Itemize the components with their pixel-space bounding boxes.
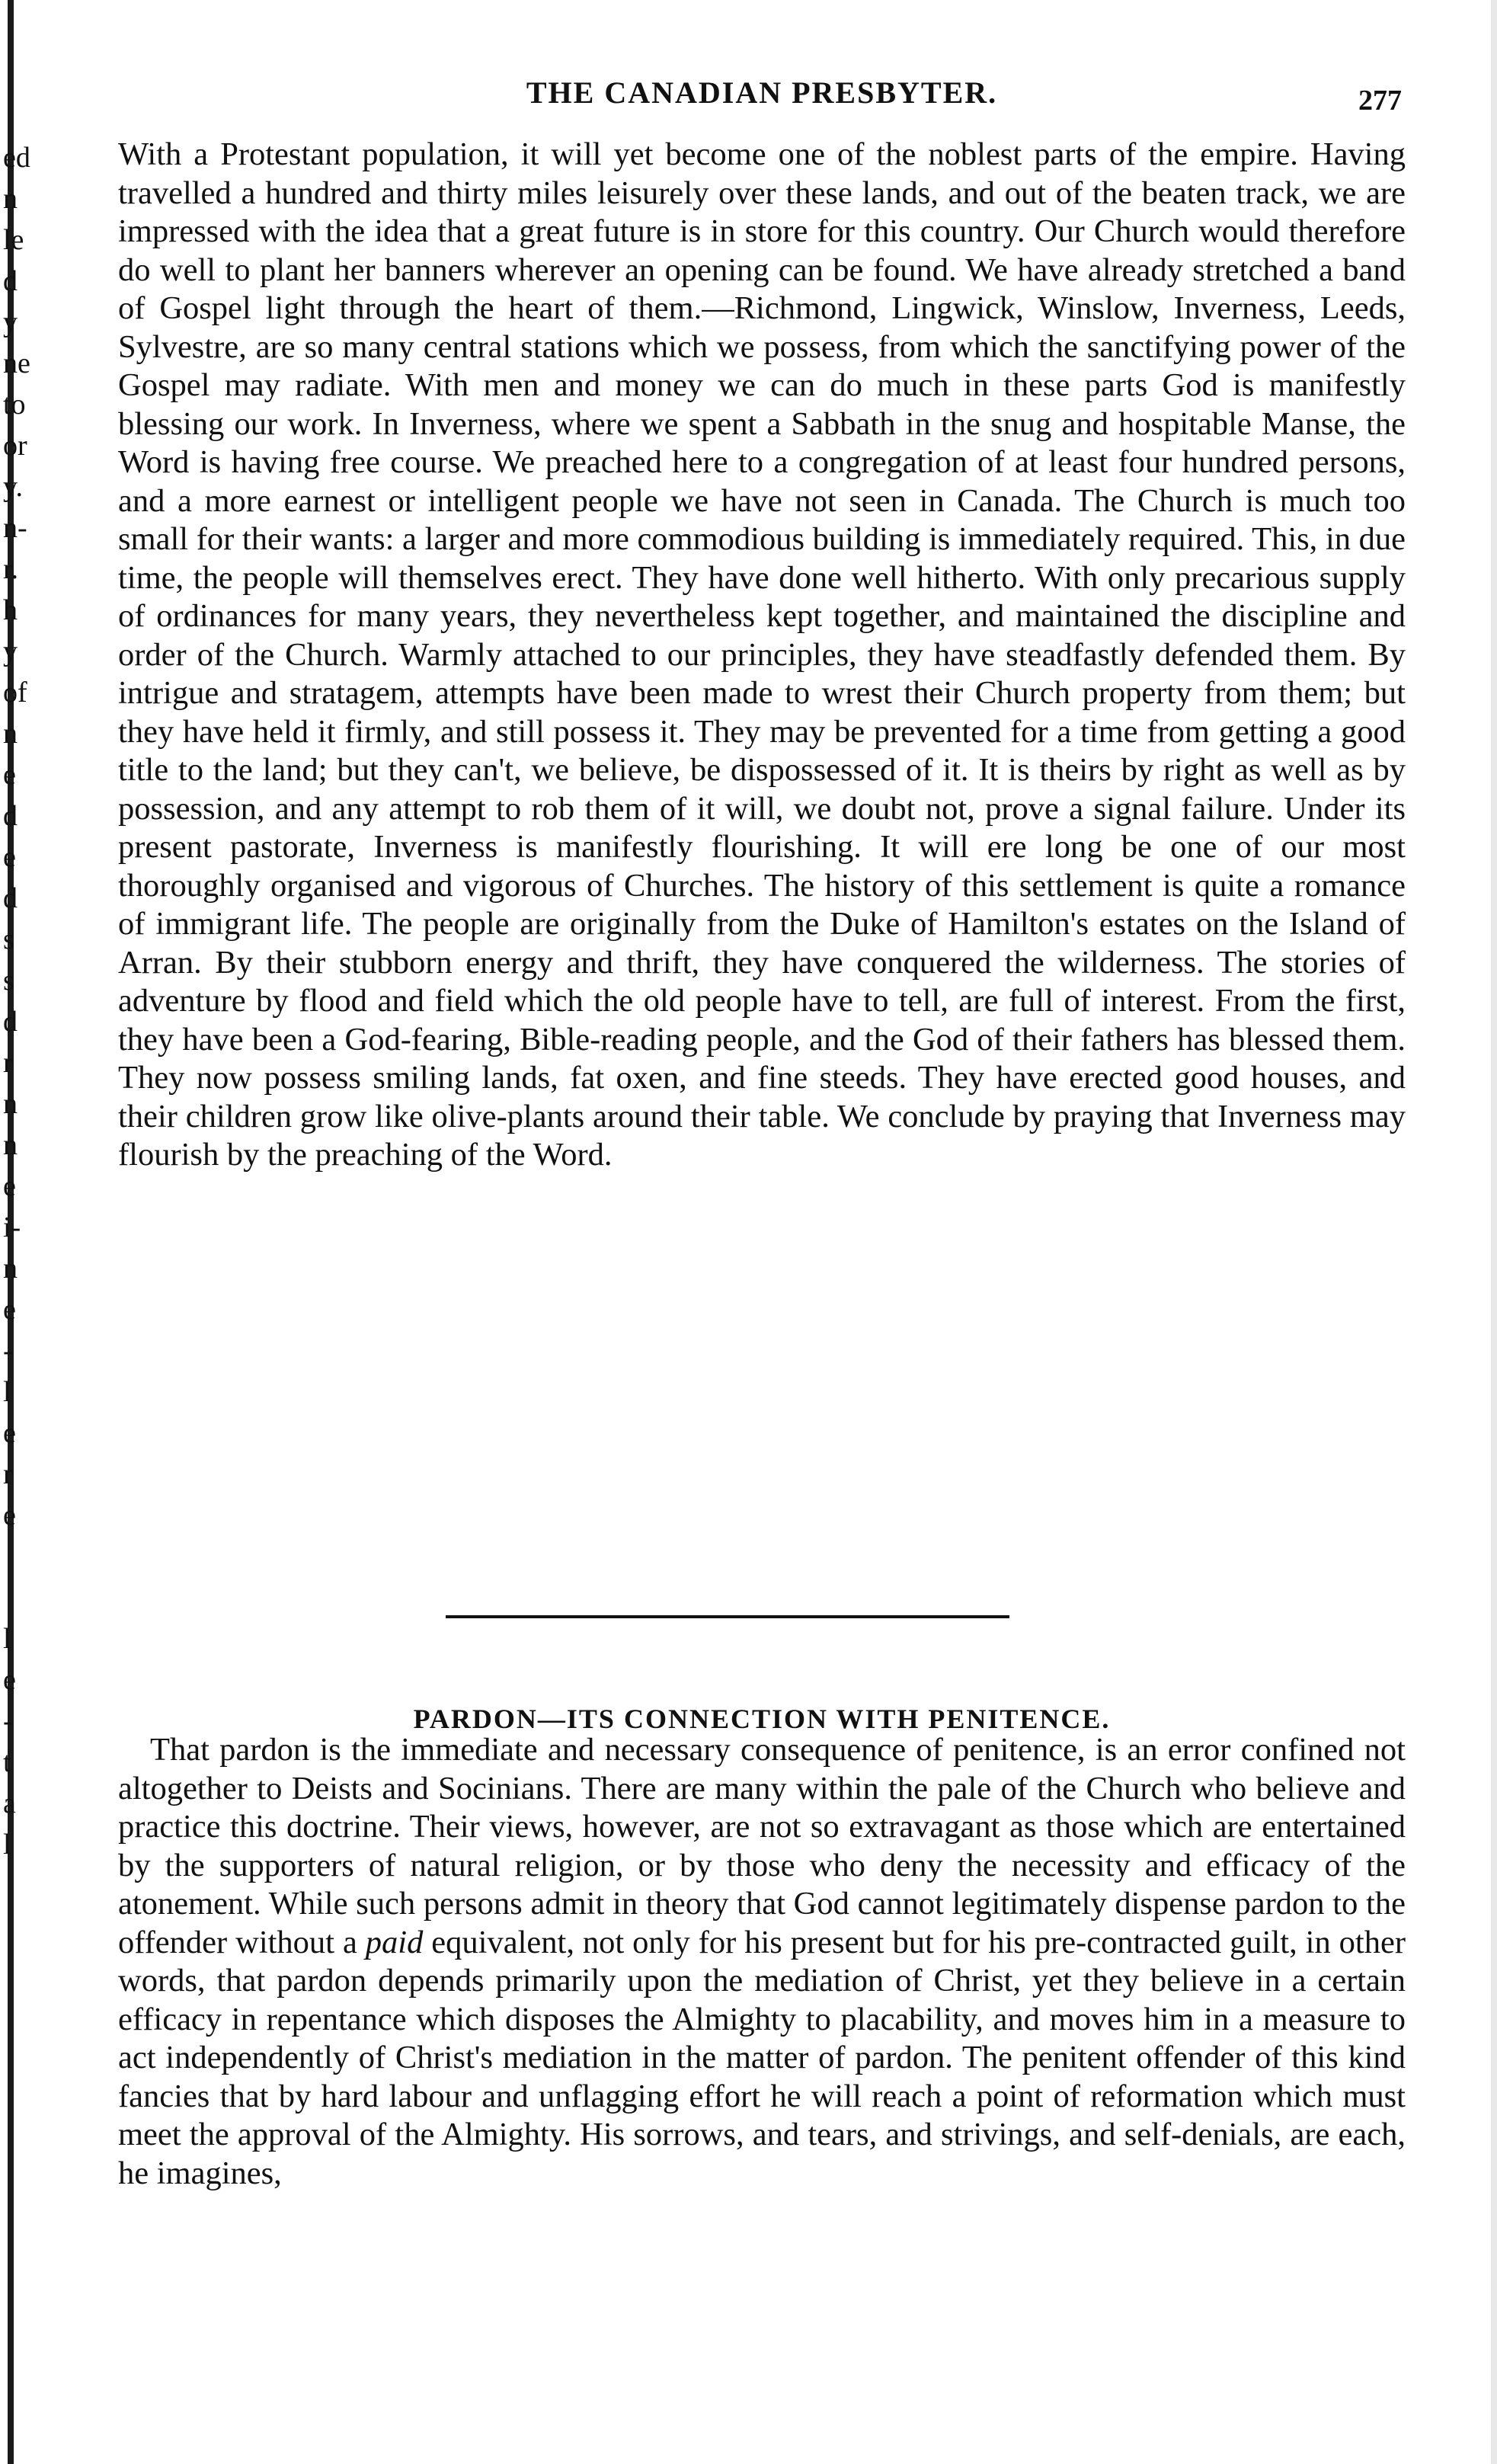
margin-fragment: a [3, 1787, 16, 1819]
section-paragraph-emphasis: paid [365, 1924, 424, 1960]
margin-fragment: of [3, 677, 27, 709]
margin-fragment: d [3, 800, 18, 832]
margin-fragment: s [3, 965, 14, 997]
adjacent-page-margin-fragments [0, 137, 30, 1865]
margin-fragment: d [3, 1006, 18, 1038]
margin-fragment: y [3, 306, 18, 338]
margin-fragment: r [3, 1458, 13, 1490]
section-paragraph-text-1: That pardon is the immediate and necessary consequence of penitence, is an error confined not altogether to Deists and Socinians. There are many within the pale of the Church who believe and practice this doctrine. Their views, however, are not so extravagant as those which are entertained by the supporters of natural religion, or by those who deny the necessity and efficacy of the atonement. While such persons admit in theory that God cannot legitimately dispense pardon to the offender without a [118, 1732, 1406, 1960]
margin-fragment: i- [3, 1211, 21, 1243]
margin-fragment: n [3, 183, 18, 215]
margin-fragment: h [3, 594, 18, 626]
running-title: THE CANADIAN PRESBYTER. [526, 75, 998, 110]
margin-fragment: e [3, 1294, 16, 1326]
page-number: 277 [1358, 85, 1402, 117]
margin-fragment: or [3, 430, 27, 462]
margin-fragment: e [3, 1170, 16, 1202]
page-right-edge [1491, 0, 1497, 2464]
margin-fragment: e [3, 759, 16, 791]
margin-fragment: to [3, 389, 26, 421]
margin-fragment: e [3, 1499, 16, 1531]
section-divider [446, 1615, 1009, 1618]
margin-fragment: y [3, 635, 18, 667]
margin-fragment: e [3, 1417, 16, 1449]
margin-fragment: d [3, 882, 18, 914]
margin-fragment: ne [3, 347, 30, 379]
section-paragraph [118, 1731, 1406, 2193]
margin-fragment [0, 1577, 30, 1618]
margin-fragment: n [3, 1129, 18, 1161]
margin-fragment [0, 1536, 30, 1577]
article-paragraph: With a Protestant population, it will yet become one of the noblest parts of the empire. Having travelled a hundred and thirty miles leisurely over these lands, and out of the beaten track, we are impressed with the idea that a great future is in store for this country. Our Church would therefore do well to plant her banners wherever an opening can be found. We have already stretched a band of Gospel light through the heart of them.—Richmond, Lingwick, Winslow, Inverness, Leeds, Sylvestre, are so many central stations which we possess, from which the sanctifying power of the Gospel may radiate. With men and money we can do much in these parts God is manifestly blessing our work. In Inverness, where we spent a Sabbath in the snug and hospitable Manse, the Word is having free course. We preached here to a congregation of at least four hundred persons, and a more earnest or intelligent people we have not seen in Canada. The Church is much too small for their wants: a larger and more commodious building is immediately required. This, in due time, the people will themselves erect. They have done well hitherto. With only precarious supply of ordinances for many years, they nevertheless kept together, and maintained the discipline and order of the Church. Warmly attached to our principles, they have steadfastly defended them. By intrigue and stratagem, attempts have been made to wrest their Church property from them; but they have held it firmly, and still possess it. They may be prevented for a time from getting a good title to the land; but they can't, we believe, be dispossessed of it. It is theirs by right as well as by possession, and any attempt to rob them of it will, we doubt not, prove a signal failure. Under its present pastorate, Inverness is manifestly flourishing. It will ere long be one of our most thoroughly organised and vigorous of Churches. The history of this settlement is quite a romance of immigrant life. The people are originally from the Duke of Hamilton's estates on the Island of Arran. By their stubborn energy and thrift, they have conquered the wilderness. The stories of adventure by flood and field which the old people have to tell, are full of interest. From the first, they have been a God-fearing, Bible-reading people, and the God of their fathers has blessed them. They now possess smiling lands, fat oxen, and fine steeds. They have erected good houses, and their children grow like olive-plants around their table. We conclude by praying that Inverness may flourish by the preaching of the Word. [118, 136, 1406, 1173]
margin-fragment: l [3, 1829, 11, 1861]
margin-fragment: le [3, 224, 24, 256]
margin-fragment: n [3, 1088, 18, 1120]
margin-fragment: s [3, 923, 14, 955]
margin-fragment: r [3, 1047, 13, 1079]
margin-fragment: y. [3, 471, 24, 503]
section-title: PARDON—ITS CONNECTION WITH PENITENCE. [413, 1703, 1111, 1734]
margin-fragment: l [3, 1623, 11, 1655]
margin-fragment: n [3, 718, 18, 750]
section-paragraph-text-2: equivalent, not only for his present but for his pre-contracted guilt, in other words, that pardon depends primarily upon the mediation of Christ, yet they believe in a certain efficacy in repentance which disposes the Almighty to placability, and moves him in a measure to act independently of Christ's mediation in the matter of pardon. The penitent offender of this kind fancies that by hard labour and unflagging effort he will reach a point of reformation which must meet the approval of the Almighty. His sorrows, and tears, and strivings, and self-denials, are each, he imagines, [118, 1924, 1406, 2191]
margin-fragment: e [3, 841, 16, 873]
margin-fragment: e [3, 1664, 16, 1696]
margin-fragment: n- [3, 512, 27, 544]
margin-fragment: t [3, 1746, 11, 1778]
margin-fragment: ed [3, 142, 30, 174]
margin-fragment: - [3, 1335, 13, 1367]
margin-fragment: l [3, 1376, 11, 1408]
margin-fragment: - [3, 1705, 13, 1737]
margin-fragment: d [3, 265, 18, 297]
margin-fragment: n [3, 1253, 18, 1285]
running-header [122, 75, 1402, 120]
margin-fragment: r. [3, 553, 19, 585]
